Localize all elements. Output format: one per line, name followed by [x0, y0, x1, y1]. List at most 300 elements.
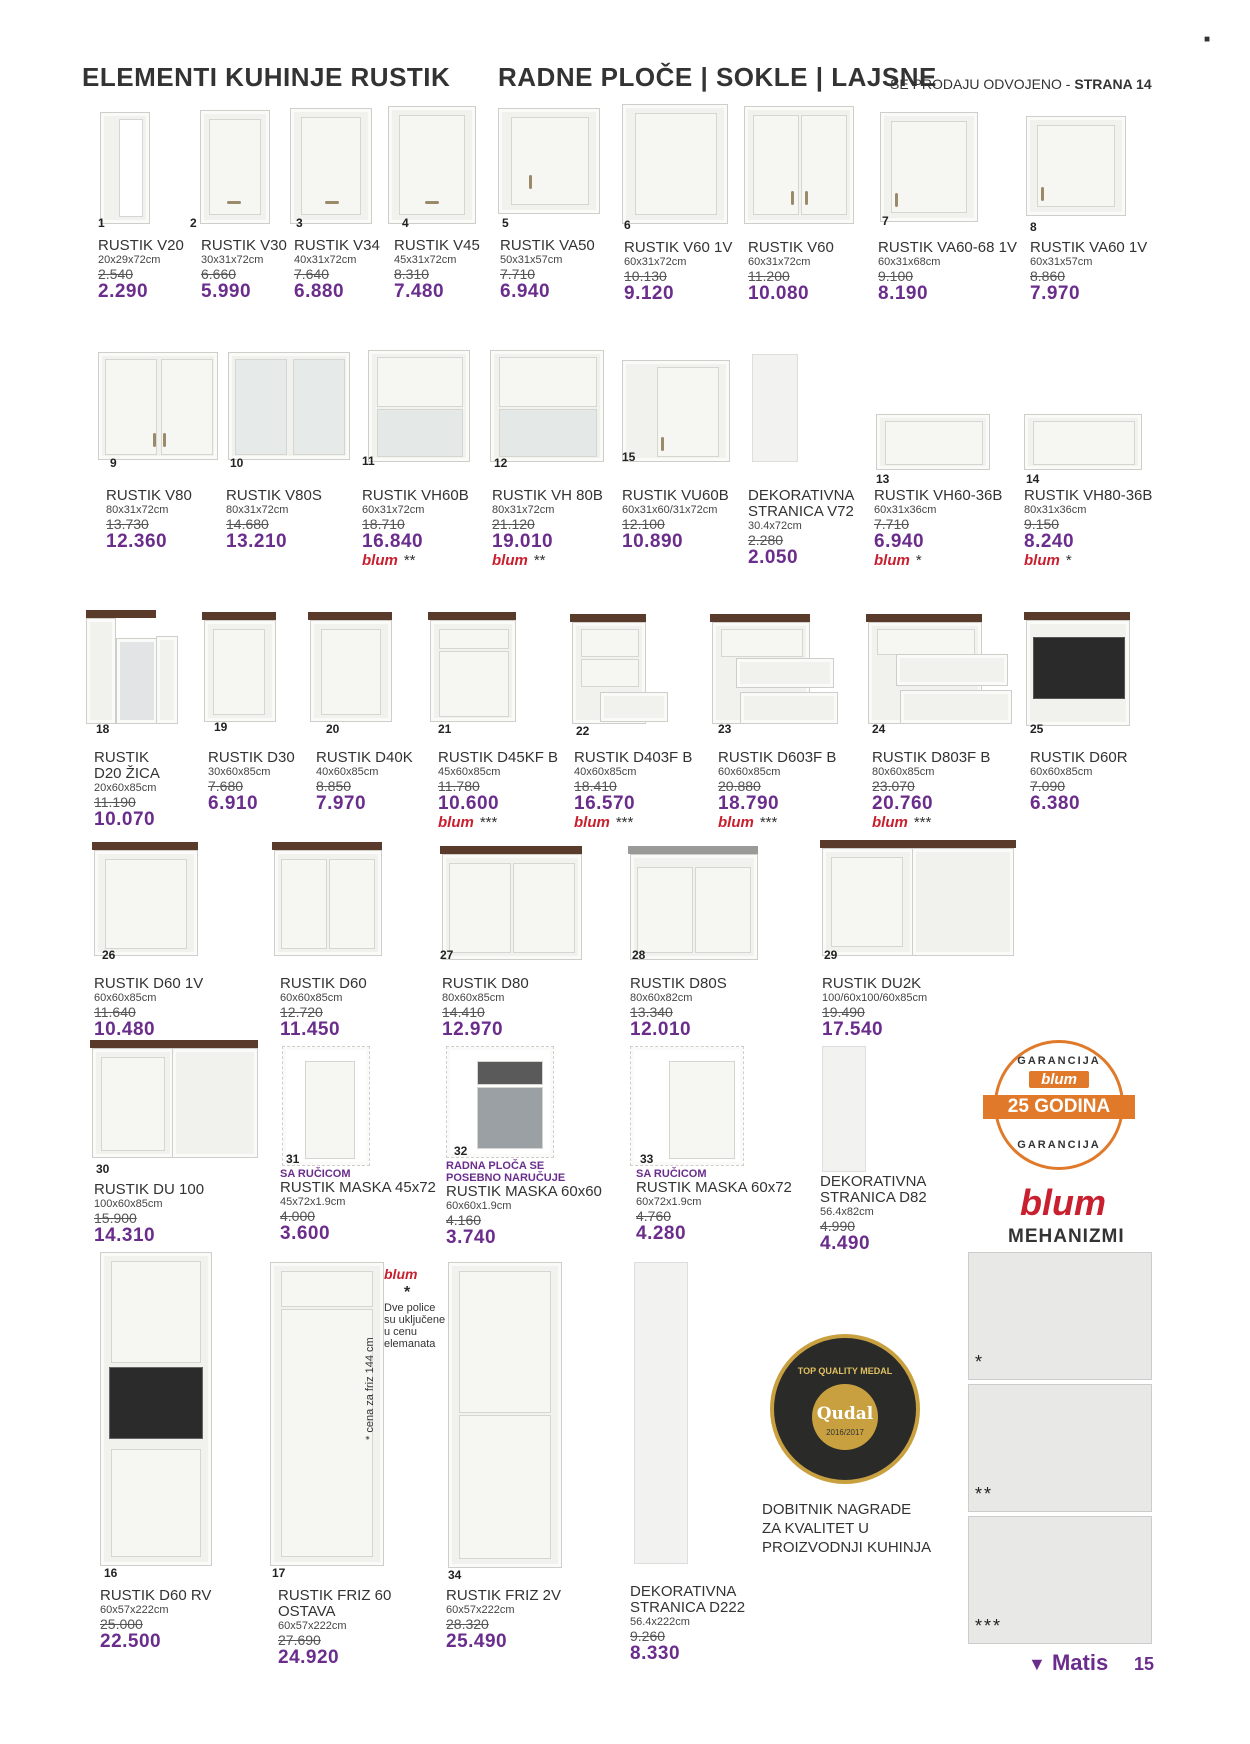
- product-name: RUSTIK V80S: [226, 487, 322, 504]
- matis-logo: [1028, 1650, 1108, 1676]
- blum-logo-icon: blum: [874, 552, 910, 569]
- product-image-1: [100, 112, 148, 222]
- product-card[interactable]: [820, 1174, 980, 1254]
- header-subnote: [890, 76, 1152, 92]
- product-dimensions: 30.4x72cm: [748, 520, 802, 532]
- product-dimensions: 80x31x72cm: [226, 504, 289, 516]
- product-name-line2: OSTAVA: [278, 1603, 336, 1620]
- old-price: 14.680: [226, 516, 269, 532]
- item-number: 23: [718, 722, 732, 736]
- product-image-32: [446, 1046, 552, 1156]
- old-price: 25.000: [100, 1616, 143, 1632]
- product-name-line2: D20 ŽICA: [94, 765, 160, 782]
- product-dimensions: 60x60x85cm: [280, 992, 343, 1004]
- product-image-panel-d222: [634, 1262, 688, 1564]
- new-price: 8.190: [878, 283, 929, 304]
- product-name: RUSTIK D60 RV: [100, 1587, 212, 1604]
- product-name: RUSTIK MASKA 60x72: [636, 1179, 792, 1196]
- new-price: 24.920: [278, 1647, 340, 1668]
- product-dimensions: 60x60x85cm: [718, 766, 781, 778]
- note-star: *: [404, 1284, 411, 1301]
- new-price: 16.570: [574, 793, 636, 814]
- product-card[interactable]: [94, 976, 254, 1040]
- new-price: 10.070: [94, 809, 156, 830]
- product-name-line2: STRANICA V72: [748, 503, 854, 520]
- item-number: 17: [272, 1566, 286, 1580]
- old-price: 2.540: [98, 266, 134, 282]
- item-number: 34: [448, 1568, 462, 1582]
- header-subnote-text: SE PRODAJU ODVOJENO -: [890, 76, 1071, 92]
- product-dimensions: 60x31x72cm: [362, 504, 425, 516]
- item-number: 11: [362, 454, 375, 468]
- new-price: 16.840: [362, 531, 424, 552]
- new-price: 10.080: [748, 283, 810, 304]
- product-card[interactable]: [94, 1182, 254, 1246]
- product-image-6b: [744, 106, 852, 222]
- blum-logo-icon: blum: [574, 814, 610, 831]
- guarantee-years: 25 GODINA: [983, 1095, 1135, 1119]
- product-dimensions: 80x31x36cm: [1024, 504, 1087, 516]
- mechanism-label: *: [975, 1352, 985, 1372]
- stars-label: ***: [759, 814, 778, 831]
- product-image-26: [92, 842, 198, 956]
- new-price: 19.010: [492, 531, 554, 552]
- blum-logo-icon: blum: [1024, 552, 1060, 569]
- product-card[interactable]: [280, 1168, 440, 1244]
- guarantee-badge: [994, 1040, 1124, 1170]
- new-price: 3.600: [280, 1223, 331, 1244]
- product-image-23: [710, 614, 836, 726]
- product-card[interactable]: [446, 1588, 606, 1652]
- product-image-26b: [272, 842, 382, 956]
- blum-logo-icon: blum: [872, 814, 908, 831]
- product-name: RUSTIK V34: [294, 237, 380, 254]
- item-number: 32: [454, 1144, 468, 1158]
- product-name: RUSTIK VH 80B: [492, 487, 603, 504]
- product-dimensions: 80x60x85cm: [442, 992, 505, 1004]
- new-price: 10.480: [94, 1019, 156, 1040]
- item-number: 25: [1030, 722, 1044, 736]
- blum-logo-icon: blum: [384, 1266, 418, 1282]
- product-dimensions: 50x31x57cm: [500, 254, 563, 266]
- product-name: RUSTIK V45: [394, 237, 480, 254]
- product-name: RUSTIK DU2K: [822, 975, 922, 992]
- product-image-21: [428, 612, 516, 722]
- product-dimensions: 20x29x72cm: [98, 254, 161, 266]
- item-number: 4: [402, 216, 409, 230]
- new-price: 3.740: [446, 1227, 497, 1248]
- product-image-7: [880, 112, 976, 220]
- product-dimensions: 20x60x85cm: [94, 782, 157, 794]
- medal-ring-text: TOP QUALITY MEDAL: [797, 1366, 893, 1376]
- product-image-12: [490, 350, 602, 460]
- guarantee-brand: blum: [1029, 1071, 1089, 1088]
- medal-brand: Qudal: [816, 1404, 874, 1424]
- product-image-3: [290, 108, 370, 222]
- item-number: 29: [824, 948, 838, 962]
- product-dimensions: 45x31x72cm: [394, 254, 457, 266]
- product-name: RUSTIK MASKA 60x60: [446, 1183, 602, 1200]
- old-price: 12.720: [280, 1004, 323, 1020]
- old-price: 27.690: [278, 1632, 321, 1648]
- quality-medal: [770, 1334, 920, 1484]
- product-dimensions: 60x60x1.9cm: [446, 1200, 512, 1212]
- product-note: RADNA PLOČA SE: [446, 1160, 545, 1172]
- stars-label: ***: [615, 814, 634, 831]
- old-price: 11.640: [94, 1004, 136, 1020]
- product-card[interactable]: [446, 1160, 606, 1248]
- old-price: 21.120: [492, 516, 535, 532]
- new-price: 4.490: [820, 1233, 871, 1254]
- product-dimensions: 60x57x222cm: [100, 1604, 169, 1616]
- product-image-25: [1024, 612, 1130, 724]
- product-image-30: [90, 1040, 258, 1160]
- new-price: 7.480: [394, 281, 445, 302]
- note-line: Dve police: [384, 1302, 436, 1314]
- item-number: 7: [882, 214, 889, 228]
- product-dimensions: 56.4x82cm: [820, 1206, 874, 1218]
- old-price: 7.710: [500, 266, 536, 282]
- old-price: 19.490: [822, 1004, 865, 1020]
- product-name: DEKORATIVNA: [748, 487, 855, 504]
- product-card[interactable]: [1030, 750, 1190, 814]
- item-number: 16: [104, 1566, 118, 1580]
- friz-price-note: * cena za friz 144 cm: [364, 1337, 376, 1440]
- product-name-line2: STRANICA D222: [630, 1599, 746, 1616]
- shelves-note: [384, 1266, 454, 1350]
- stars-label: ***: [913, 814, 932, 831]
- product-image-15: [622, 360, 728, 460]
- product-card[interactable]: [278, 1588, 438, 1668]
- product-name: RUSTIK D403F B: [574, 749, 693, 766]
- product-image-5: [498, 108, 598, 212]
- guarantee-bottom: GARANCIJA: [1017, 1139, 1101, 1151]
- new-price: 6.940: [874, 531, 925, 552]
- product-dimensions: 60x31x36cm: [874, 504, 937, 516]
- old-price: 9.150: [1024, 516, 1060, 532]
- old-price: 11.780: [438, 778, 480, 794]
- product-dimensions: 40x60x85cm: [316, 766, 379, 778]
- product-card[interactable]: [630, 976, 790, 1040]
- product-name: RUSTIK VH60-36B: [874, 487, 1003, 504]
- new-price: 10.600: [438, 793, 500, 814]
- product-card[interactable]: [630, 1584, 790, 1664]
- new-price: 5.990: [201, 281, 252, 302]
- product-image-28: [628, 836, 758, 960]
- product-name: RUSTIK V30: [201, 237, 287, 254]
- product-name: RUSTIK D60: [280, 975, 367, 992]
- product-dimensions: 40x60x85cm: [574, 766, 637, 778]
- blum-logo-icon: blum: [438, 814, 474, 831]
- product-note-line2: POSEBNO NARUČUJE: [446, 1172, 566, 1184]
- product-dimensions: 60x60x85cm: [94, 992, 157, 1004]
- stars-label: **: [403, 552, 416, 569]
- product-card[interactable]: [636, 1168, 796, 1244]
- new-price: 25.490: [446, 1631, 508, 1652]
- product-dimensions: 56.4x222cm: [630, 1616, 690, 1628]
- item-number: 27: [440, 948, 454, 962]
- product-dimensions: 100/60x100/60x85cm: [822, 992, 928, 1004]
- product-card[interactable]: [1030, 240, 1190, 304]
- product-dimensions: 60x60x85cm: [1030, 766, 1093, 778]
- product-dimensions: 60x31x60/31x72cm: [622, 504, 718, 516]
- page-title-left: ELEMENTI KUHINJE RUSTIK: [82, 62, 451, 92]
- item-number: 1: [98, 216, 105, 230]
- blum-logo-icon: blum: [718, 814, 754, 831]
- product-name: RUSTIK V20: [98, 237, 184, 254]
- stars-label: **: [533, 552, 546, 569]
- product-dimensions: 60x31x72cm: [748, 256, 811, 268]
- product-image-4: [388, 106, 474, 222]
- old-price: 8.860: [1030, 268, 1066, 284]
- product-card[interactable]: [100, 1588, 260, 1652]
- product-name: RUSTIK D803F B: [872, 749, 991, 766]
- new-price: 2.050: [748, 547, 799, 568]
- product-card[interactable]: [878, 240, 1038, 304]
- item-number: 12: [494, 456, 508, 470]
- old-price: 28.320: [446, 1616, 489, 1632]
- product-image-19: [202, 612, 276, 722]
- item-number: 6: [624, 218, 631, 232]
- medal-year: 2016/2017: [826, 1428, 864, 1437]
- item-number: 5: [502, 216, 509, 230]
- product-dimensions: 60x57x222cm: [278, 1620, 347, 1632]
- new-price: 12.970: [442, 1019, 504, 1040]
- old-price: 4.990: [820, 1218, 856, 1234]
- guarantee-top: GARANCIJA: [1017, 1055, 1101, 1067]
- new-price: 17.540: [822, 1019, 884, 1040]
- product-image-6: [622, 104, 726, 222]
- item-number: 28: [632, 948, 646, 962]
- product-name: RUSTIK VA60 1V: [1030, 239, 1148, 256]
- old-price: 4.000: [280, 1208, 316, 1224]
- mechanism-label: **: [975, 1484, 994, 1504]
- item-number: 2: [190, 216, 197, 230]
- header-page-ref: STRANA 14: [1074, 76, 1152, 92]
- item-number: 15: [622, 450, 636, 464]
- product-image-29: [820, 840, 1016, 960]
- product-image-22: [570, 614, 666, 724]
- product-dimensions: 80x60x85cm: [872, 766, 935, 778]
- new-price: 18.790: [718, 793, 780, 814]
- item-number: 21: [438, 722, 452, 736]
- medal-inner: [812, 1384, 878, 1450]
- old-price: 14.410: [442, 1004, 485, 1020]
- old-price: 23.070: [872, 778, 915, 794]
- item-number: 9: [110, 456, 117, 470]
- new-price: 6.380: [1030, 793, 1081, 814]
- product-name: RUSTIK FRIZ 2V: [446, 1587, 562, 1604]
- new-price: 6.910: [208, 793, 259, 814]
- new-price: 7.970: [316, 793, 367, 814]
- award-line: DOBITNIK NAGRADE: [762, 1501, 912, 1518]
- product-dimensions: 45x72x1.9cm: [280, 1196, 346, 1208]
- product-name: RUSTIK D60 1V: [94, 975, 204, 992]
- product-dimensions: 80x31x72cm: [106, 504, 169, 516]
- product-image-16: [100, 1252, 210, 1564]
- product-image-8: [1026, 116, 1124, 214]
- product-image-10: [228, 352, 348, 458]
- product-dimensions: 40x31x72cm: [294, 254, 357, 266]
- old-price: 12.100: [622, 516, 665, 532]
- page-number: 15: [1134, 1654, 1155, 1674]
- blum-logo-icon: blum: [492, 552, 528, 569]
- product-image-panel-d82: [822, 1046, 866, 1172]
- new-price: 9.120: [624, 283, 675, 304]
- product-dimensions: 60x31x72cm: [624, 256, 687, 268]
- product-name-line2: STRANICA D82: [820, 1189, 927, 1206]
- product-name: RUSTIK V80: [106, 487, 192, 504]
- new-price: 6.880: [294, 281, 345, 302]
- item-number: 30: [96, 1162, 110, 1176]
- new-price: 13.210: [226, 531, 288, 552]
- product-card[interactable]: [280, 976, 440, 1040]
- product-image-18: [86, 610, 176, 722]
- product-name: RUSTIK FRIZ 60: [278, 1587, 392, 1604]
- mechanism-image-2: [968, 1384, 1152, 1512]
- old-price: 10.130: [624, 268, 667, 284]
- old-price: 8.310: [394, 266, 430, 282]
- item-number: 8: [1030, 220, 1037, 234]
- product-name: RUSTIK: [94, 749, 150, 766]
- mechanism-label: ***: [975, 1616, 1003, 1636]
- product-image-24: [866, 614, 1010, 726]
- new-price: 8.330: [630, 1643, 681, 1664]
- new-price: 12.010: [630, 1019, 692, 1040]
- product-card[interactable]: [574, 750, 734, 832]
- blum-brand-logo: blum: [1020, 1182, 1106, 1223]
- product-name: RUSTIK D80: [442, 975, 529, 992]
- product-card[interactable]: [874, 488, 1034, 570]
- product-dimensions: 100x60x85cm: [94, 1198, 163, 1210]
- product-name: RUSTIK MASKA 45x72: [280, 1179, 436, 1196]
- product-card[interactable]: [822, 976, 982, 1040]
- new-price: 10.890: [622, 531, 684, 552]
- item-number: 18: [96, 722, 110, 736]
- old-price: 11.190: [94, 794, 136, 810]
- product-name: DEKORATIVNA: [820, 1173, 927, 1190]
- old-price: 20.880: [718, 778, 761, 794]
- item-number: 3: [296, 216, 303, 230]
- award-line: PROIZVODNJI KUHINJA: [762, 1539, 932, 1556]
- mechanism-image-3: [968, 1516, 1152, 1644]
- product-image-27: [440, 846, 582, 960]
- matis-m-icon: ▼: [1028, 1654, 1046, 1674]
- page-title-right: RADNE PLOČE | SOKLE | LAJSNE: [498, 62, 937, 92]
- new-price: 22.500: [100, 1631, 162, 1652]
- blum-logo-icon: blum: [362, 552, 398, 569]
- item-number: 13: [876, 472, 890, 486]
- old-price: 8.850: [316, 778, 352, 794]
- product-dimensions: 60x31x57cm: [1030, 256, 1093, 268]
- old-price: 7.090: [1030, 778, 1066, 794]
- stars-label: ***: [479, 814, 498, 831]
- product-card[interactable]: [872, 750, 1032, 832]
- old-price: 13.730: [106, 516, 149, 532]
- product-name: DEKORATIVNA: [630, 1583, 737, 1600]
- product-dimensions: 80x31x72cm: [492, 504, 555, 516]
- new-price: 20.760: [872, 793, 934, 814]
- product-image-9: [98, 352, 216, 458]
- product-name: RUSTIK D45KF B: [438, 749, 559, 766]
- old-price: 4.160: [446, 1212, 482, 1228]
- product-image-13: [876, 414, 988, 468]
- old-price: 13.340: [630, 1004, 673, 1020]
- old-price: 7.640: [294, 266, 330, 282]
- note-line: su uključene: [384, 1314, 446, 1326]
- product-note: SA RUČICOM: [636, 1168, 707, 1180]
- product-name: RUSTIK D60R: [1030, 749, 1128, 766]
- old-price: 2.280: [748, 532, 784, 548]
- note-line: elemanata: [384, 1338, 436, 1350]
- new-price: 7.970: [1030, 283, 1081, 304]
- product-name: RUSTIK D603F B: [718, 749, 837, 766]
- item-number: 10: [230, 456, 244, 470]
- product-note: SA RUČICOM: [280, 1168, 351, 1180]
- product-name: RUSTIK DU 100: [94, 1181, 205, 1198]
- product-name: RUSTIK VH60B: [362, 487, 469, 504]
- product-image-20: [308, 612, 392, 722]
- corner-mark: ■: [1204, 34, 1211, 45]
- product-dimensions: 45x60x85cm: [438, 766, 501, 778]
- item-number: 33: [640, 1152, 654, 1166]
- new-price: 12.360: [106, 531, 168, 552]
- old-price: 11.200: [748, 268, 790, 284]
- new-price: 6.940: [500, 281, 551, 302]
- matis-brand: Matis: [1051, 1650, 1109, 1675]
- product-dimensions: 80x60x82cm: [630, 992, 693, 1004]
- award-text: [762, 1500, 931, 1557]
- old-price: 18.410: [574, 778, 617, 794]
- item-number: 31: [286, 1152, 300, 1166]
- note-line: u cenu: [384, 1326, 418, 1338]
- old-price: 7.680: [208, 778, 244, 794]
- old-price: 7.710: [874, 516, 910, 532]
- product-name: RUSTIK VU60B: [622, 487, 729, 504]
- product-dimensions: 60x57x222cm: [446, 1604, 515, 1616]
- product-dimensions: 60x72x1.9cm: [636, 1196, 702, 1208]
- stars-label: *: [915, 552, 922, 569]
- item-number: 22: [576, 724, 590, 738]
- product-name: RUSTIK V60: [748, 239, 834, 256]
- product-image-14: [1024, 414, 1140, 468]
- mechanisms-title: MEHANIZMI: [1008, 1226, 1125, 1247]
- product-image-34: [448, 1262, 560, 1566]
- product-dimensions: 60x31x68cm: [878, 256, 941, 268]
- product-image-2: [200, 110, 268, 222]
- product-name: RUSTIK VA60-68 1V: [878, 239, 1017, 256]
- product-name: RUSTIK VH80-36B: [1024, 487, 1153, 504]
- product-card[interactable]: [718, 750, 878, 832]
- old-price: 15.900: [94, 1210, 137, 1226]
- product-card[interactable]: [1024, 488, 1184, 570]
- product-name: RUSTIK V60 1V: [624, 239, 733, 256]
- product-image-33: [630, 1046, 742, 1164]
- stars-label: *: [1065, 552, 1072, 569]
- award-line: ZA KVALITET U: [762, 1520, 869, 1537]
- new-price: 4.280: [636, 1223, 687, 1244]
- product-card[interactable]: [442, 976, 602, 1040]
- product-image-11: [368, 350, 468, 460]
- item-number: 26: [102, 948, 116, 962]
- product-name: RUSTIK VA50: [500, 237, 595, 254]
- old-price: 18.710: [362, 516, 405, 532]
- new-price: 8.240: [1024, 531, 1075, 552]
- item-number: 20: [326, 722, 340, 736]
- product-image-panel-v72: [752, 354, 798, 462]
- old-price: 4.760: [636, 1208, 672, 1224]
- product-name: RUSTIK D30: [208, 749, 295, 766]
